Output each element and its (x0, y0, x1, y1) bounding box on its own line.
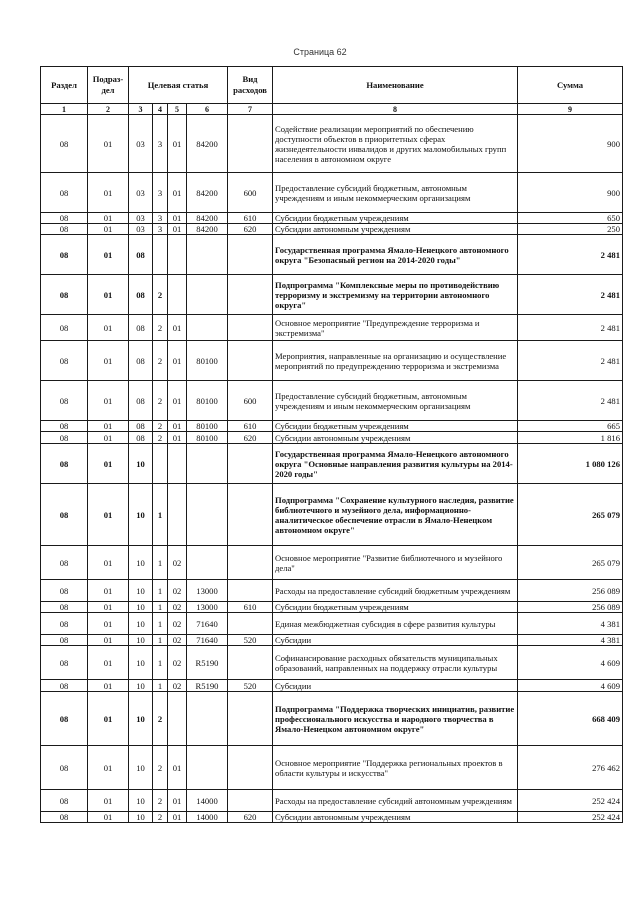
cell-program: 10 (129, 680, 153, 692)
cell-expense-type: 610 (228, 421, 273, 432)
cell-razdel: 08 (41, 580, 88, 602)
cell-name: Расходы на предоставление субсидий автономным учреждениям (273, 790, 518, 812)
cell-sum: 265 079 (518, 546, 623, 580)
header-expense-type: Вид расходов (228, 67, 273, 104)
cell-expense-type: 520 (228, 635, 273, 646)
table-row (41, 213, 623, 224)
table-row (41, 341, 623, 381)
cell-subprogram: 3 (153, 224, 168, 235)
cell-program: 08 (129, 432, 153, 444)
cell-podrazdel: 01 (88, 315, 129, 341)
cell-sum: 4 381 (518, 613, 623, 635)
header-name: Наименование (273, 67, 518, 104)
cell-podrazdel: 01 (88, 432, 129, 444)
header-razdel: Раздел (41, 67, 88, 104)
table-row (41, 315, 623, 341)
cell-expense-type (228, 646, 273, 680)
column-number: 8 (273, 104, 518, 115)
cell-program: 10 (129, 580, 153, 602)
cell-razdel: 08 (41, 173, 88, 213)
cell-podrazdel: 01 (88, 812, 129, 823)
cell-razdel: 08 (41, 235, 88, 275)
cell-program: 10 (129, 444, 153, 484)
column-number: 3 (129, 104, 153, 115)
cell-event: 01 (168, 224, 187, 235)
cell-direction: 71640 (187, 635, 228, 646)
cell-expense-type (228, 790, 273, 812)
table-row (41, 646, 623, 680)
cell-subprogram: 3 (153, 213, 168, 224)
cell-event: 01 (168, 213, 187, 224)
table-row (41, 692, 623, 746)
cell-expense-type (228, 484, 273, 546)
cell-direction: 80100 (187, 381, 228, 421)
cell-razdel: 08 (41, 613, 88, 635)
header-target-article: Целевая статья (129, 67, 228, 104)
column-number: 9 (518, 104, 623, 115)
cell-expense-type (228, 546, 273, 580)
table-row (41, 602, 623, 613)
cell-direction: 14000 (187, 812, 228, 823)
cell-podrazdel: 01 (88, 115, 129, 173)
cell-podrazdel: 01 (88, 173, 129, 213)
cell-direction (187, 692, 228, 746)
cell-expense-type (228, 275, 273, 315)
cell-razdel: 08 (41, 484, 88, 546)
cell-subprogram: 1 (153, 646, 168, 680)
cell-podrazdel: 01 (88, 680, 129, 692)
cell-name: Субсидии бюджетным учреждениям (273, 421, 518, 432)
cell-subprogram: 1 (153, 484, 168, 546)
cell-event: 01 (168, 381, 187, 421)
cell-direction: 80100 (187, 432, 228, 444)
cell-program: 08 (129, 381, 153, 421)
cell-podrazdel: 01 (88, 580, 129, 602)
cell-podrazdel: 01 (88, 444, 129, 484)
table-row (41, 746, 623, 790)
cell-direction: 84200 (187, 115, 228, 173)
cell-expense-type (228, 235, 273, 275)
cell-name: Основное мероприятие "Предупреждение терроризма и экстремизма" (273, 315, 518, 341)
cell-podrazdel: 01 (88, 213, 129, 224)
cell-name: Предоставление субсидий бюджетным, автономным учреждениям и иным некоммерческим организациям (273, 381, 518, 421)
table-row (41, 812, 623, 823)
cell-sum: 252 424 (518, 812, 623, 823)
cell-program: 10 (129, 812, 153, 823)
cell-subprogram: 1 (153, 680, 168, 692)
cell-subprogram: 3 (153, 115, 168, 173)
cell-direction (187, 315, 228, 341)
cell-razdel: 08 (41, 546, 88, 580)
cell-subprogram: 2 (153, 692, 168, 746)
cell-sum: 2 481 (518, 235, 623, 275)
cell-subprogram (153, 235, 168, 275)
cell-expense-type (228, 315, 273, 341)
cell-direction: 84200 (187, 224, 228, 235)
cell-sum: 4 609 (518, 646, 623, 680)
cell-event (168, 235, 187, 275)
cell-name: Субсидии (273, 680, 518, 692)
table-row (41, 613, 623, 635)
cell-razdel: 08 (41, 115, 88, 173)
cell-subprogram: 1 (153, 580, 168, 602)
cell-direction: R5190 (187, 646, 228, 680)
cell-podrazdel: 01 (88, 341, 129, 381)
cell-event: 02 (168, 680, 187, 692)
cell-expense-type (228, 692, 273, 746)
cell-sum: 2 481 (518, 381, 623, 421)
cell-name: Субсидии бюджетным учреждениям (273, 213, 518, 224)
cell-event: 01 (168, 173, 187, 213)
cell-direction (187, 546, 228, 580)
column-number: 2 (88, 104, 129, 115)
cell-event (168, 484, 187, 546)
cell-name: Государственная программа Ямало-Ненецкого автономного округа "Безопасный регион на 2014-2020 годы" (273, 235, 518, 275)
table-row (41, 275, 623, 315)
table-row (41, 173, 623, 213)
cell-event: 02 (168, 602, 187, 613)
table-row (41, 635, 623, 646)
cell-podrazdel: 01 (88, 602, 129, 613)
cell-program: 03 (129, 213, 153, 224)
cell-name: Субсидии автономным учреждениям (273, 432, 518, 444)
cell-expense-type: 620 (228, 432, 273, 444)
cell-sum: 2 481 (518, 315, 623, 341)
cell-sum: 650 (518, 213, 623, 224)
table-row (41, 421, 623, 432)
cell-event: 02 (168, 635, 187, 646)
cell-podrazdel: 01 (88, 381, 129, 421)
cell-podrazdel: 01 (88, 224, 129, 235)
cell-program: 10 (129, 646, 153, 680)
cell-sum: 900 (518, 115, 623, 173)
cell-event: 01 (168, 432, 187, 444)
cell-subprogram: 1 (153, 546, 168, 580)
column-number: 5 (168, 104, 187, 115)
cell-program: 10 (129, 635, 153, 646)
cell-event: 01 (168, 115, 187, 173)
cell-name: Подпрограмма "Комплексные меры по противодействию терроризму и экстремизму на территории автономного округа" (273, 275, 518, 315)
table-row (41, 444, 623, 484)
cell-expense-type: 600 (228, 173, 273, 213)
cell-direction: 13000 (187, 580, 228, 602)
cell-program: 08 (129, 421, 153, 432)
cell-subprogram: 2 (153, 341, 168, 381)
cell-subprogram: 2 (153, 275, 168, 315)
cell-subprogram: 2 (153, 746, 168, 790)
cell-direction (187, 275, 228, 315)
cell-sum: 2 481 (518, 275, 623, 315)
cell-name: Мероприятия, направленные на организацию и осуществление мероприятий по предупреждению терроризма и экстремизма (273, 341, 518, 381)
cell-sum: 2 481 (518, 341, 623, 381)
cell-program: 10 (129, 692, 153, 746)
header-podrazdel: Подраз- дел (88, 67, 129, 104)
cell-subprogram: 1 (153, 635, 168, 646)
cell-expense-type: 620 (228, 812, 273, 823)
cell-podrazdel: 01 (88, 484, 129, 546)
cell-program: 10 (129, 546, 153, 580)
cell-sum: 1 816 (518, 432, 623, 444)
cell-event: 01 (168, 341, 187, 381)
cell-subprogram: 1 (153, 613, 168, 635)
cell-razdel: 08 (41, 315, 88, 341)
cell-name: Субсидии (273, 635, 518, 646)
cell-sum: 668 409 (518, 692, 623, 746)
cell-event: 01 (168, 421, 187, 432)
budget-table (40, 66, 623, 823)
cell-program: 08 (129, 341, 153, 381)
cell-program: 10 (129, 746, 153, 790)
cell-razdel: 08 (41, 692, 88, 746)
cell-razdel: 08 (41, 602, 88, 613)
cell-event (168, 692, 187, 746)
cell-expense-type: 620 (228, 224, 273, 235)
cell-name: Субсидии автономным учреждениям (273, 812, 518, 823)
cell-name: Подпрограмма "Поддержка творческих инициатив, развитие профессионального искусства и народного творчества в Ямало-Ненецком автономном округе" (273, 692, 518, 746)
cell-direction (187, 746, 228, 790)
cell-direction: 71640 (187, 613, 228, 635)
cell-name: Основное мероприятие "Поддержка региональных проектов в области культуры и искусства" (273, 746, 518, 790)
cell-subprogram: 2 (153, 812, 168, 823)
cell-event (168, 275, 187, 315)
cell-podrazdel: 01 (88, 692, 129, 746)
cell-expense-type: 610 (228, 602, 273, 613)
cell-program: 10 (129, 613, 153, 635)
cell-name: Содействие реализации мероприятий по обеспечению доступности объектов в приоритетных сферах жизнедеятельности инвалидов и других маломобильных групп населения в автономном округе (273, 115, 518, 173)
cell-sum: 276 462 (518, 746, 623, 790)
cell-name: Предоставление субсидий бюджетным, автономным учреждениям и иным некоммерческим организациям (273, 173, 518, 213)
cell-razdel: 08 (41, 746, 88, 790)
cell-name: Основное мероприятие "Развитие библиотечного и музейного дела" (273, 546, 518, 580)
cell-direction: 13000 (187, 602, 228, 613)
header-sum: Сумма (518, 67, 623, 104)
cell-program: 03 (129, 115, 153, 173)
cell-razdel: 08 (41, 432, 88, 444)
cell-event: 01 (168, 746, 187, 790)
cell-sum: 4 609 (518, 680, 623, 692)
cell-name: Государственная программа Ямало-Ненецкого автономного округа "Основные направления развития культуры на 2014-2020 годы" (273, 444, 518, 484)
cell-razdel: 08 (41, 341, 88, 381)
cell-name: Субсидии бюджетным учреждениям (273, 602, 518, 613)
cell-event: 02 (168, 546, 187, 580)
cell-podrazdel: 01 (88, 421, 129, 432)
cell-sum: 1 080 126 (518, 444, 623, 484)
cell-expense-type (228, 746, 273, 790)
cell-sum: 665 (518, 421, 623, 432)
cell-event: 01 (168, 812, 187, 823)
cell-podrazdel: 01 (88, 790, 129, 812)
column-number: 6 (187, 104, 228, 115)
cell-event: 02 (168, 613, 187, 635)
cell-expense-type (228, 580, 273, 602)
table-row (41, 432, 623, 444)
cell-program: 08 (129, 235, 153, 275)
cell-direction (187, 235, 228, 275)
table-row (41, 224, 623, 235)
header-row (41, 67, 623, 104)
cell-podrazdel: 01 (88, 646, 129, 680)
cell-razdel: 08 (41, 381, 88, 421)
cell-direction: 80100 (187, 341, 228, 381)
cell-program: 08 (129, 275, 153, 315)
table-row (41, 580, 623, 602)
cell-name: Субсидии автономным учреждениям (273, 224, 518, 235)
cell-direction (187, 484, 228, 546)
table-row (41, 115, 623, 173)
cell-name: Подпрограмма "Сохранение культурного наследия, развитие библиотечного и музейного дела, информационно-аналитическое обеспечение отрасли в Ямало-Ненецком автономном округе" (273, 484, 518, 546)
page-number: Страница 62 (293, 47, 347, 57)
table-row (41, 381, 623, 421)
column-number: 4 (153, 104, 168, 115)
column-number: 7 (228, 104, 273, 115)
cell-subprogram: 2 (153, 421, 168, 432)
cell-sum: 4 381 (518, 635, 623, 646)
cell-podrazdel: 01 (88, 613, 129, 635)
cell-subprogram: 2 (153, 432, 168, 444)
table-row (41, 546, 623, 580)
cell-name: Софинансирование расходных обязательств муниципальных образований, направленных на поддержку отрасли культуры (273, 646, 518, 680)
cell-expense-type (228, 115, 273, 173)
cell-razdel: 08 (41, 812, 88, 823)
cell-razdel: 08 (41, 444, 88, 484)
cell-event: 01 (168, 790, 187, 812)
cell-direction (187, 444, 228, 484)
table-row (41, 235, 623, 275)
cell-podrazdel: 01 (88, 275, 129, 315)
cell-program: 03 (129, 224, 153, 235)
table-row (41, 484, 623, 546)
cell-podrazdel: 01 (88, 746, 129, 790)
cell-razdel: 08 (41, 790, 88, 812)
cell-expense-type (228, 341, 273, 381)
cell-subprogram: 3 (153, 173, 168, 213)
cell-podrazdel: 01 (88, 635, 129, 646)
cell-program: 10 (129, 790, 153, 812)
table-row (41, 790, 623, 812)
cell-direction: R5190 (187, 680, 228, 692)
cell-sum: 256 089 (518, 580, 623, 602)
cell-subprogram: 2 (153, 315, 168, 341)
cell-sum: 265 079 (518, 484, 623, 546)
cell-subprogram: 2 (153, 381, 168, 421)
cell-expense-type (228, 444, 273, 484)
cell-sum: 250 (518, 224, 623, 235)
cell-subprogram (153, 444, 168, 484)
cell-expense-type: 520 (228, 680, 273, 692)
cell-sum: 256 089 (518, 602, 623, 613)
cell-razdel: 08 (41, 421, 88, 432)
cell-event (168, 444, 187, 484)
cell-razdel: 08 (41, 224, 88, 235)
cell-podrazdel: 01 (88, 546, 129, 580)
cell-direction: 14000 (187, 790, 228, 812)
column-number: 1 (41, 104, 88, 115)
cell-razdel: 08 (41, 213, 88, 224)
cell-subprogram: 2 (153, 790, 168, 812)
cell-expense-type (228, 613, 273, 635)
cell-razdel: 08 (41, 680, 88, 692)
cell-name: Расходы на предоставление субсидий бюджетным учреждениям (273, 580, 518, 602)
cell-name: Единая межбюджетная субсидия в сфере развития культуры (273, 613, 518, 635)
cell-sum: 900 (518, 173, 623, 213)
cell-expense-type: 610 (228, 213, 273, 224)
table-row (41, 680, 623, 692)
cell-program: 10 (129, 484, 153, 546)
cell-direction: 80100 (187, 421, 228, 432)
cell-sum: 252 424 (518, 790, 623, 812)
cell-razdel: 08 (41, 646, 88, 680)
cell-podrazdel: 01 (88, 235, 129, 275)
cell-program: 03 (129, 173, 153, 213)
cell-expense-type: 600 (228, 381, 273, 421)
cell-direction: 84200 (187, 173, 228, 213)
cell-razdel: 08 (41, 275, 88, 315)
cell-program: 08 (129, 315, 153, 341)
cell-program: 10 (129, 602, 153, 613)
cell-subprogram: 1 (153, 602, 168, 613)
cell-razdel: 08 (41, 635, 88, 646)
cell-event: 02 (168, 580, 187, 602)
cell-direction: 84200 (187, 213, 228, 224)
cell-event: 02 (168, 646, 187, 680)
cell-event: 01 (168, 315, 187, 341)
column-number-row (41, 104, 623, 115)
